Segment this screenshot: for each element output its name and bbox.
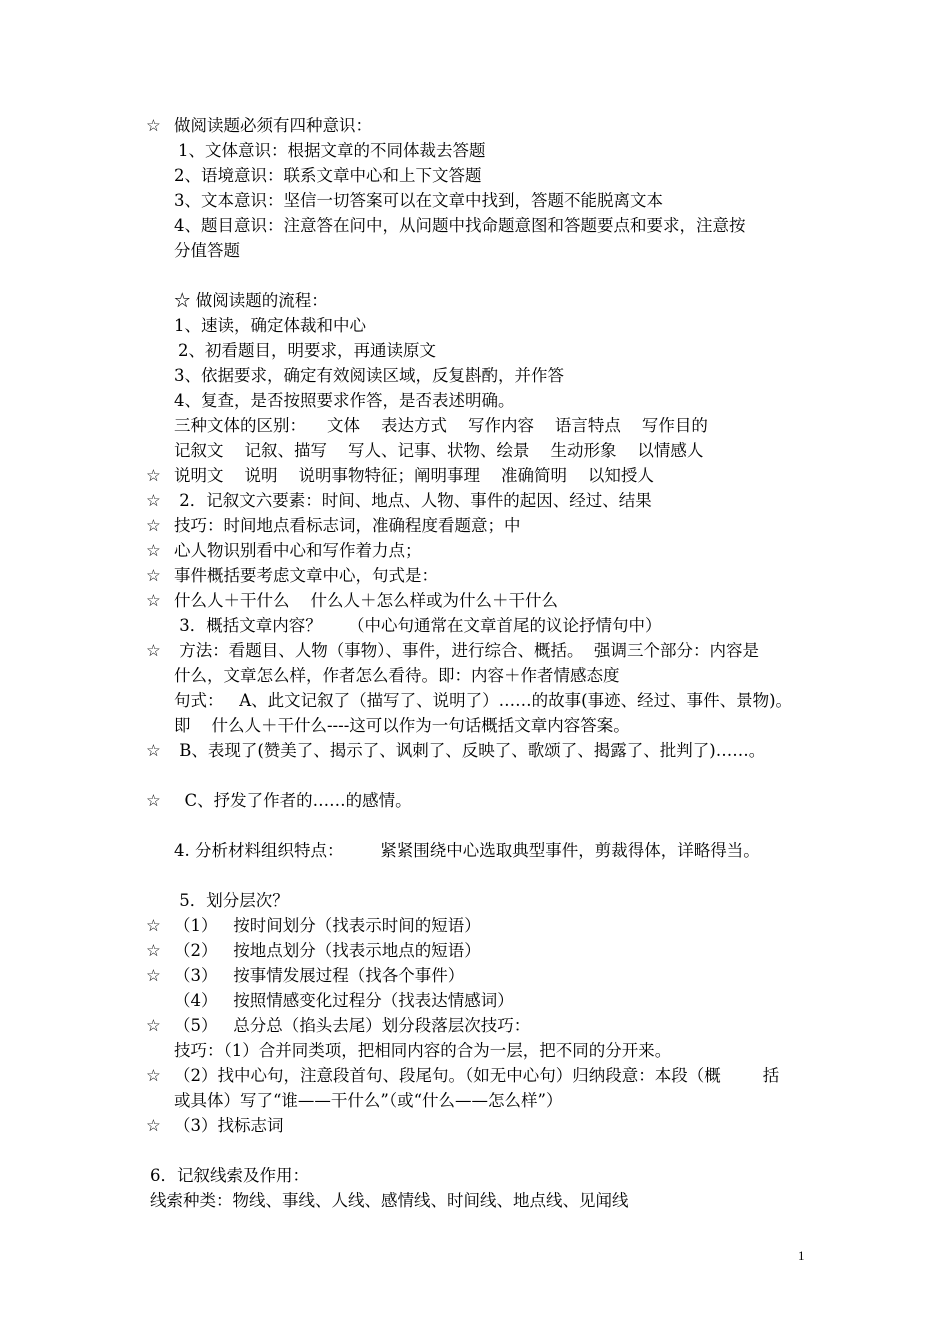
text-line: 即 什么人＋干什么----这可以作为一句话概括文章内容答案。 (174, 716, 630, 735)
text-line: 事件概括要考虑文章中心，句式是： (174, 566, 438, 585)
bullet-star-icon: ☆ (146, 791, 161, 810)
text-line: 或具体）写了“谁——干什么”（或“什么——怎么样”） (174, 1091, 563, 1110)
text-line: （5） 总分总（掐头去尾）划分段落层次技巧： (174, 1016, 531, 1035)
bullet-star-icon: ☆ (146, 491, 161, 510)
text-line: 3、文本意识：坚信一切答案可以在文章中找到，答题不能脱离文本 (174, 191, 663, 210)
text-line: 4、复查，是否按照要求作答，是否表述明确。 (174, 391, 515, 410)
text-line: （1） 按时间划分（找表示时间的短语） (174, 916, 481, 935)
bullet-star-icon: ☆ (146, 516, 161, 535)
bullet-star-icon: ☆ (146, 591, 161, 610)
text-line: 句式： A、此文记叙了（描写了、说明了）……的故事(事迹、经过、事件、景物)。 (174, 691, 793, 710)
bullet-star-icon: ☆ (146, 566, 161, 585)
text-line: 说明文 说明 说明事物特征；阐明事理 准确简明 以知授人 (174, 466, 654, 485)
bullet-star-icon: ☆ (146, 116, 161, 135)
text-line: 4、题目意识：注意答在问中，从问题中找命题意图和答题要点和要求，注意按 (174, 216, 746, 235)
bullet-star-icon: ☆ (146, 541, 161, 560)
bullet-star-icon: ☆ (146, 966, 161, 985)
bullet-star-icon: ☆ (146, 741, 161, 760)
text-line: 什么，文章怎么样，作者怎么看待。即：内容＋作者情感态度 (174, 666, 620, 685)
text-line: 5．划分层次？ (174, 891, 289, 910)
text-line: 4. 分析材料组织特点： 紧紧围绕中心选取典型事件，剪裁得体，详略得当。 (174, 841, 760, 860)
text-line: 技巧：时间地点看标志词，准确程度看题意；中 (174, 516, 521, 535)
text-line: 什么人＋干什么 什么人＋怎么样或为什么＋干什么 (174, 591, 558, 610)
text-line: 线索种类：物线、事线、人线、感情线、时间线、地点线、见闻线 (150, 1191, 629, 1210)
bullet-star-icon: ☆ (146, 641, 161, 660)
text-line: C、抒发了作者的……的感情。 (174, 791, 412, 810)
text-line: 记叙文 记叙、描写 写人、记事、状物、绘景 生动形象 以情感人 (174, 441, 704, 460)
page-number: 1 (798, 1248, 805, 1263)
text-line: 技巧：（1）合并同类项，把相同内容的合为一层，把不同的分开来。 (174, 1041, 672, 1060)
text-line: 做阅读题必须有四种意识： (174, 116, 372, 135)
text-line: B、表现了(赞美了、揭示了、讽刺了、反映了、歌颂了、揭露了、批判了)……。 (174, 741, 766, 760)
text-line: （3）找标志词 (174, 1116, 284, 1135)
text-line: 3、依据要求，确定有效阅读区域，反复斟酌，并作答 (174, 366, 564, 385)
bullet-star-icon: ☆ (146, 916, 161, 935)
text-line: 2、初看题目，明要求，再通读原文 (178, 341, 436, 360)
bullet-star-icon: ☆ (146, 941, 161, 960)
text-line: （3） 按事情发展过程（找各个事件） (174, 966, 465, 985)
text-line: （4） 按照情感变化过程分（找表达情感词） (174, 991, 514, 1010)
text-line: （2） 按地点划分（找表示地点的短语） (174, 941, 481, 960)
text-line: 心人物识别看中心和写作着力点； (174, 541, 422, 560)
text-line: 2．记叙文六要素：时间、地点、人物、事件的起因、经过、结果 (174, 491, 652, 510)
text-line: 2、语境意识：联系文章中心和上下文答题 (174, 166, 482, 185)
text-line: 分值答题 (174, 241, 240, 260)
bullet-star-icon: ☆ (146, 1016, 161, 1035)
text-line: 1、速读，确定体裁和中心 (174, 316, 366, 335)
text-line: ☆ 做阅读题的流程： (174, 291, 328, 310)
text-line: 3．概括文章内容？ （中心句通常在文章首尾的议论抒情句中） (174, 616, 662, 635)
bullet-star-icon: ☆ (146, 1066, 161, 1085)
text-line: 方法：看题目、人物（事物）、事件，进行综合、概括。 强调三个部分：内容是 (174, 641, 759, 660)
text-line: 三种文体的区别： 文体 表达方式 写作内容 语言特点 写作目的 (174, 416, 708, 435)
text-line: 6．记叙线索及作用： (150, 1166, 309, 1185)
text-line: （2）找中心句，注意段首句、段尾句。（如无中心句）归纳段意：本段（概 括 (174, 1066, 780, 1085)
text-line: 1、文体意识：根据文章的不同体裁去答题 (178, 141, 486, 160)
bullet-star-icon: ☆ (146, 466, 161, 485)
bullet-star-icon: ☆ (146, 1116, 161, 1135)
